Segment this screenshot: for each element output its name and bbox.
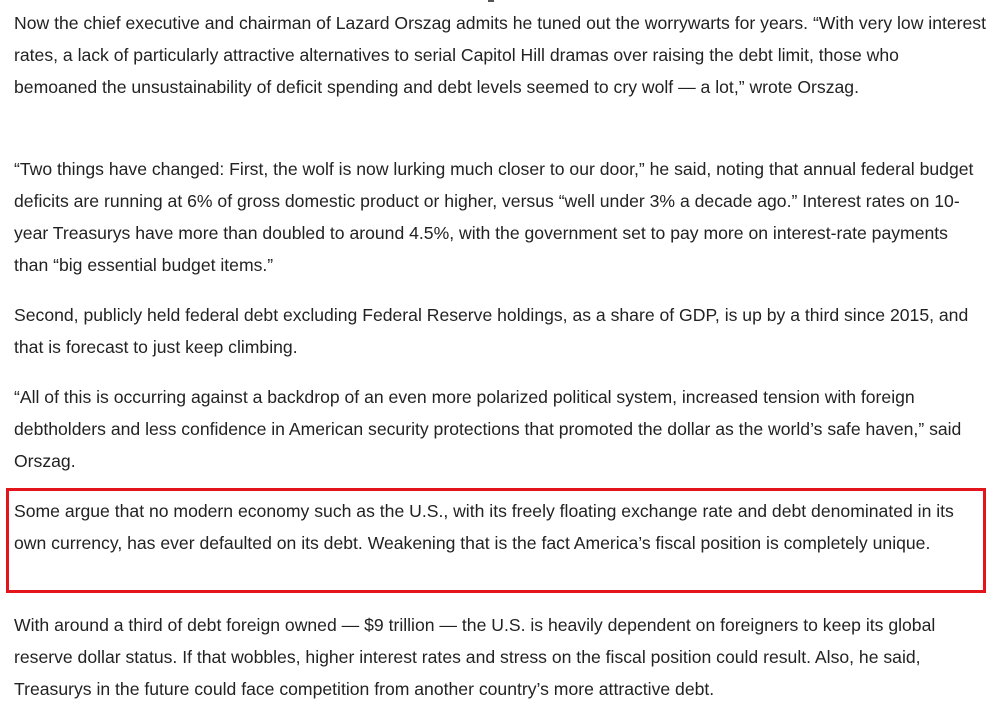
- paragraph-two-things-changed: “Two things have changed: First, the wolf is now lurking much closer to our door,” he said, noting that annual federal budget deficits are running at 6% of gross domestic product or higher, versus “well under 3% a decade ago.” Interest rates on 10-year Treasurys have more than doubled to around 4.5%, with the government set to pay more on interest-rate payments than “big essential budget items.”: [14, 159, 974, 275]
- paragraph-orszag-admission: Now the chief executive and chairman of Lazard Orszag admits he tuned out the worrywarts for years. “With very low interest rates, a lack of particularly attractive alternatives to serial Capitol Hill dramas over raising the debt limit, those who bemoaned the unsustainability of deficit spending and debt levels seemed to cry wolf — a lot,” wrote Orszag.: [14, 13, 986, 97]
- paragraph-foreign-owned-debt: With around a third of debt foreign owned — $9 trillion — the U.S. is heavily dependent on foreigners to keep its global reserve dollar status. If that wobbles, higher interest rates and stress on the fiscal position could result. Also, he said, Treasurys in the future could face competition from another country’s more attractive debt.: [14, 615, 936, 699]
- paragraph-federal-debt-share: Second, publicly held federal debt excluding Federal Reserve holdings, as a share of GDP, is up by a third since 2015, and that is forecast to just keep climbing.: [14, 305, 969, 357]
- paragraph-highlighted-default-argument: Some argue that no modern economy such as the U.S., with its freely floating exchange rate and debt denominated in its own currency, has ever defaulted on its debt. Weakening that is the fact America’s fiscal position is completely unique.: [14, 501, 954, 553]
- cropped-text-fragment: [488, 0, 494, 2]
- paragraph-polarized-system-quote: “All of this is occurring against a backdrop of an even more polarized political system, increased tension with foreign debtholders and less confidence in American security protections that promoted the dollar as the world’s safe haven,” said Orszag.: [14, 387, 962, 471]
